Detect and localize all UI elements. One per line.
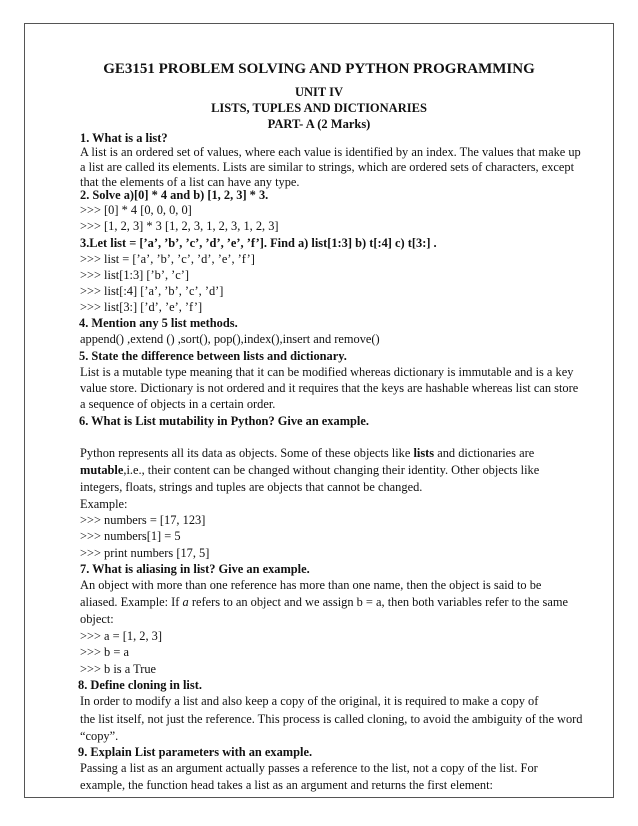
answer-3-line: >>> list = [’a’, ’b’, ’c’, ’d’, ’e’, ’f’] xyxy=(80,252,255,266)
course-title: GE3151 PROBLEM SOLVING AND PYTHON PROGRAMMING xyxy=(103,61,535,77)
answer-5-line: a sequence of objects in a certain order. xyxy=(80,397,276,411)
question-4: 4. Mention any 5 list methods. xyxy=(79,316,238,330)
answer-8-line: the list itself, not just the reference. This process is called cloning, to avoid the ambiguity of the word xyxy=(80,712,583,726)
question-7: 7. What is aliasing in list? Give an example. xyxy=(80,562,310,576)
answer-9-line: example, the function head takes a list as an argument and returns the first element: xyxy=(80,778,493,792)
question-9: 9. Explain List parameters with an example. xyxy=(78,745,313,759)
answer-7-line: >>> a = [1, 2, 3] xyxy=(80,629,162,643)
answer-6-bold: mutable xyxy=(80,463,124,477)
answer-7-line: >>> b is a True xyxy=(80,662,157,676)
answer-6-line: integers, floats, strings and tuples are objects that cannot be changed. xyxy=(80,480,423,494)
answer-3-line: >>> list[1:3] [’b’, ’c’] xyxy=(80,268,190,282)
answer-7-line: >>> b = a xyxy=(80,645,129,659)
answer-6-text: and dictionaries are xyxy=(434,446,535,460)
answer-8-line: In order to modify a list and also keep a copy of the original, it is required to make a copy of xyxy=(80,694,539,708)
answer-7-variable: a xyxy=(182,595,189,609)
question-1: 1. What is a list? xyxy=(80,131,168,145)
answer-7-line xyxy=(80,595,568,609)
answer-6-line: >>> numbers[1] = 5 xyxy=(80,529,181,543)
question-3: 3.Let list = [’a’, ’b’, ’c’, ’d’, ’e’, ’f’]. Find a) list[1:3] b) t[:4] c) t[3:] . xyxy=(80,236,437,250)
answer-3-line: >>> list[:4] [’a’, ’b’, ’c’, ’d’] xyxy=(80,284,224,298)
answer-7-text: refers to an object and we assign b = a, then both variables refer to the same xyxy=(188,595,568,609)
answer-7-line: object: xyxy=(80,612,114,626)
topic-label: LISTS, TUPLES AND DICTIONARIES xyxy=(211,101,427,115)
part-label: PART- A (2 Marks) xyxy=(267,117,371,131)
answer-3-line: >>> list[3:] [’d’, ’e’, ’f’] xyxy=(80,300,203,314)
answer-5-line: List is a mutable type meaning that it can be modified whereas dictionary is immutable and is a key xyxy=(80,365,574,379)
answer-6-bold: lists xyxy=(413,446,435,460)
answer-6-line: >>> numbers = [17, 123] xyxy=(80,513,206,527)
answer-8-line: “copy”. xyxy=(80,729,119,743)
answer-6-text: Python represents all its data as objects. Some of these objects like xyxy=(80,446,414,460)
answer-6-text: ,i.e., their content can be changed without changing their identity. Other objects like xyxy=(123,463,540,477)
answer-9-line: Passing a list as an argument actually passes a reference to the list, not a copy of the list. For xyxy=(80,761,538,775)
question-2: 2. Solve a)[0] * 4 and b) [1, 2, 3] * 3. xyxy=(80,188,269,202)
answer-6-line xyxy=(80,463,539,477)
answer-2-line: >>> [0] * 4 [0, 0, 0, 0] xyxy=(80,203,192,217)
answer-5-line: value store. Dictionary is not ordered and it requires that the keys are hashable whereas list can store xyxy=(80,381,579,395)
answer-2-line: >>> [1, 2, 3] * 3 [1, 2, 3, 1, 2, 3, 1, 2, 3] xyxy=(80,219,279,233)
answer-6-line: Example: xyxy=(80,497,128,511)
answer-6-line: >>> print numbers [17, 5] xyxy=(80,546,210,560)
question-6: 6. What is List mutability in Python? Give an example. xyxy=(79,414,369,428)
answer-4-line: append() ,extend () ,sort(), pop(),index(),insert and remove() xyxy=(80,332,380,346)
answer-1-line: a list are called its elements. Lists are similar to strings, which are ordered sets of characters, except xyxy=(80,160,575,174)
unit-label: UNIT IV xyxy=(294,85,344,99)
answer-7-line: An object with more than one reference has more than one name, then the object is said to be xyxy=(80,578,542,592)
question-8: 8. Define cloning in list. xyxy=(78,678,202,692)
answer-1-line: A list is an ordered set of values, where each value is identified by an index. The values that make up xyxy=(80,145,581,159)
answer-6-line xyxy=(80,446,534,460)
answer-7-text: aliased. Example: If xyxy=(80,595,183,609)
answer-1-line: that the elements of a list can have any type. xyxy=(80,175,300,189)
question-5: 5. State the difference between lists and dictionary. xyxy=(79,349,347,363)
